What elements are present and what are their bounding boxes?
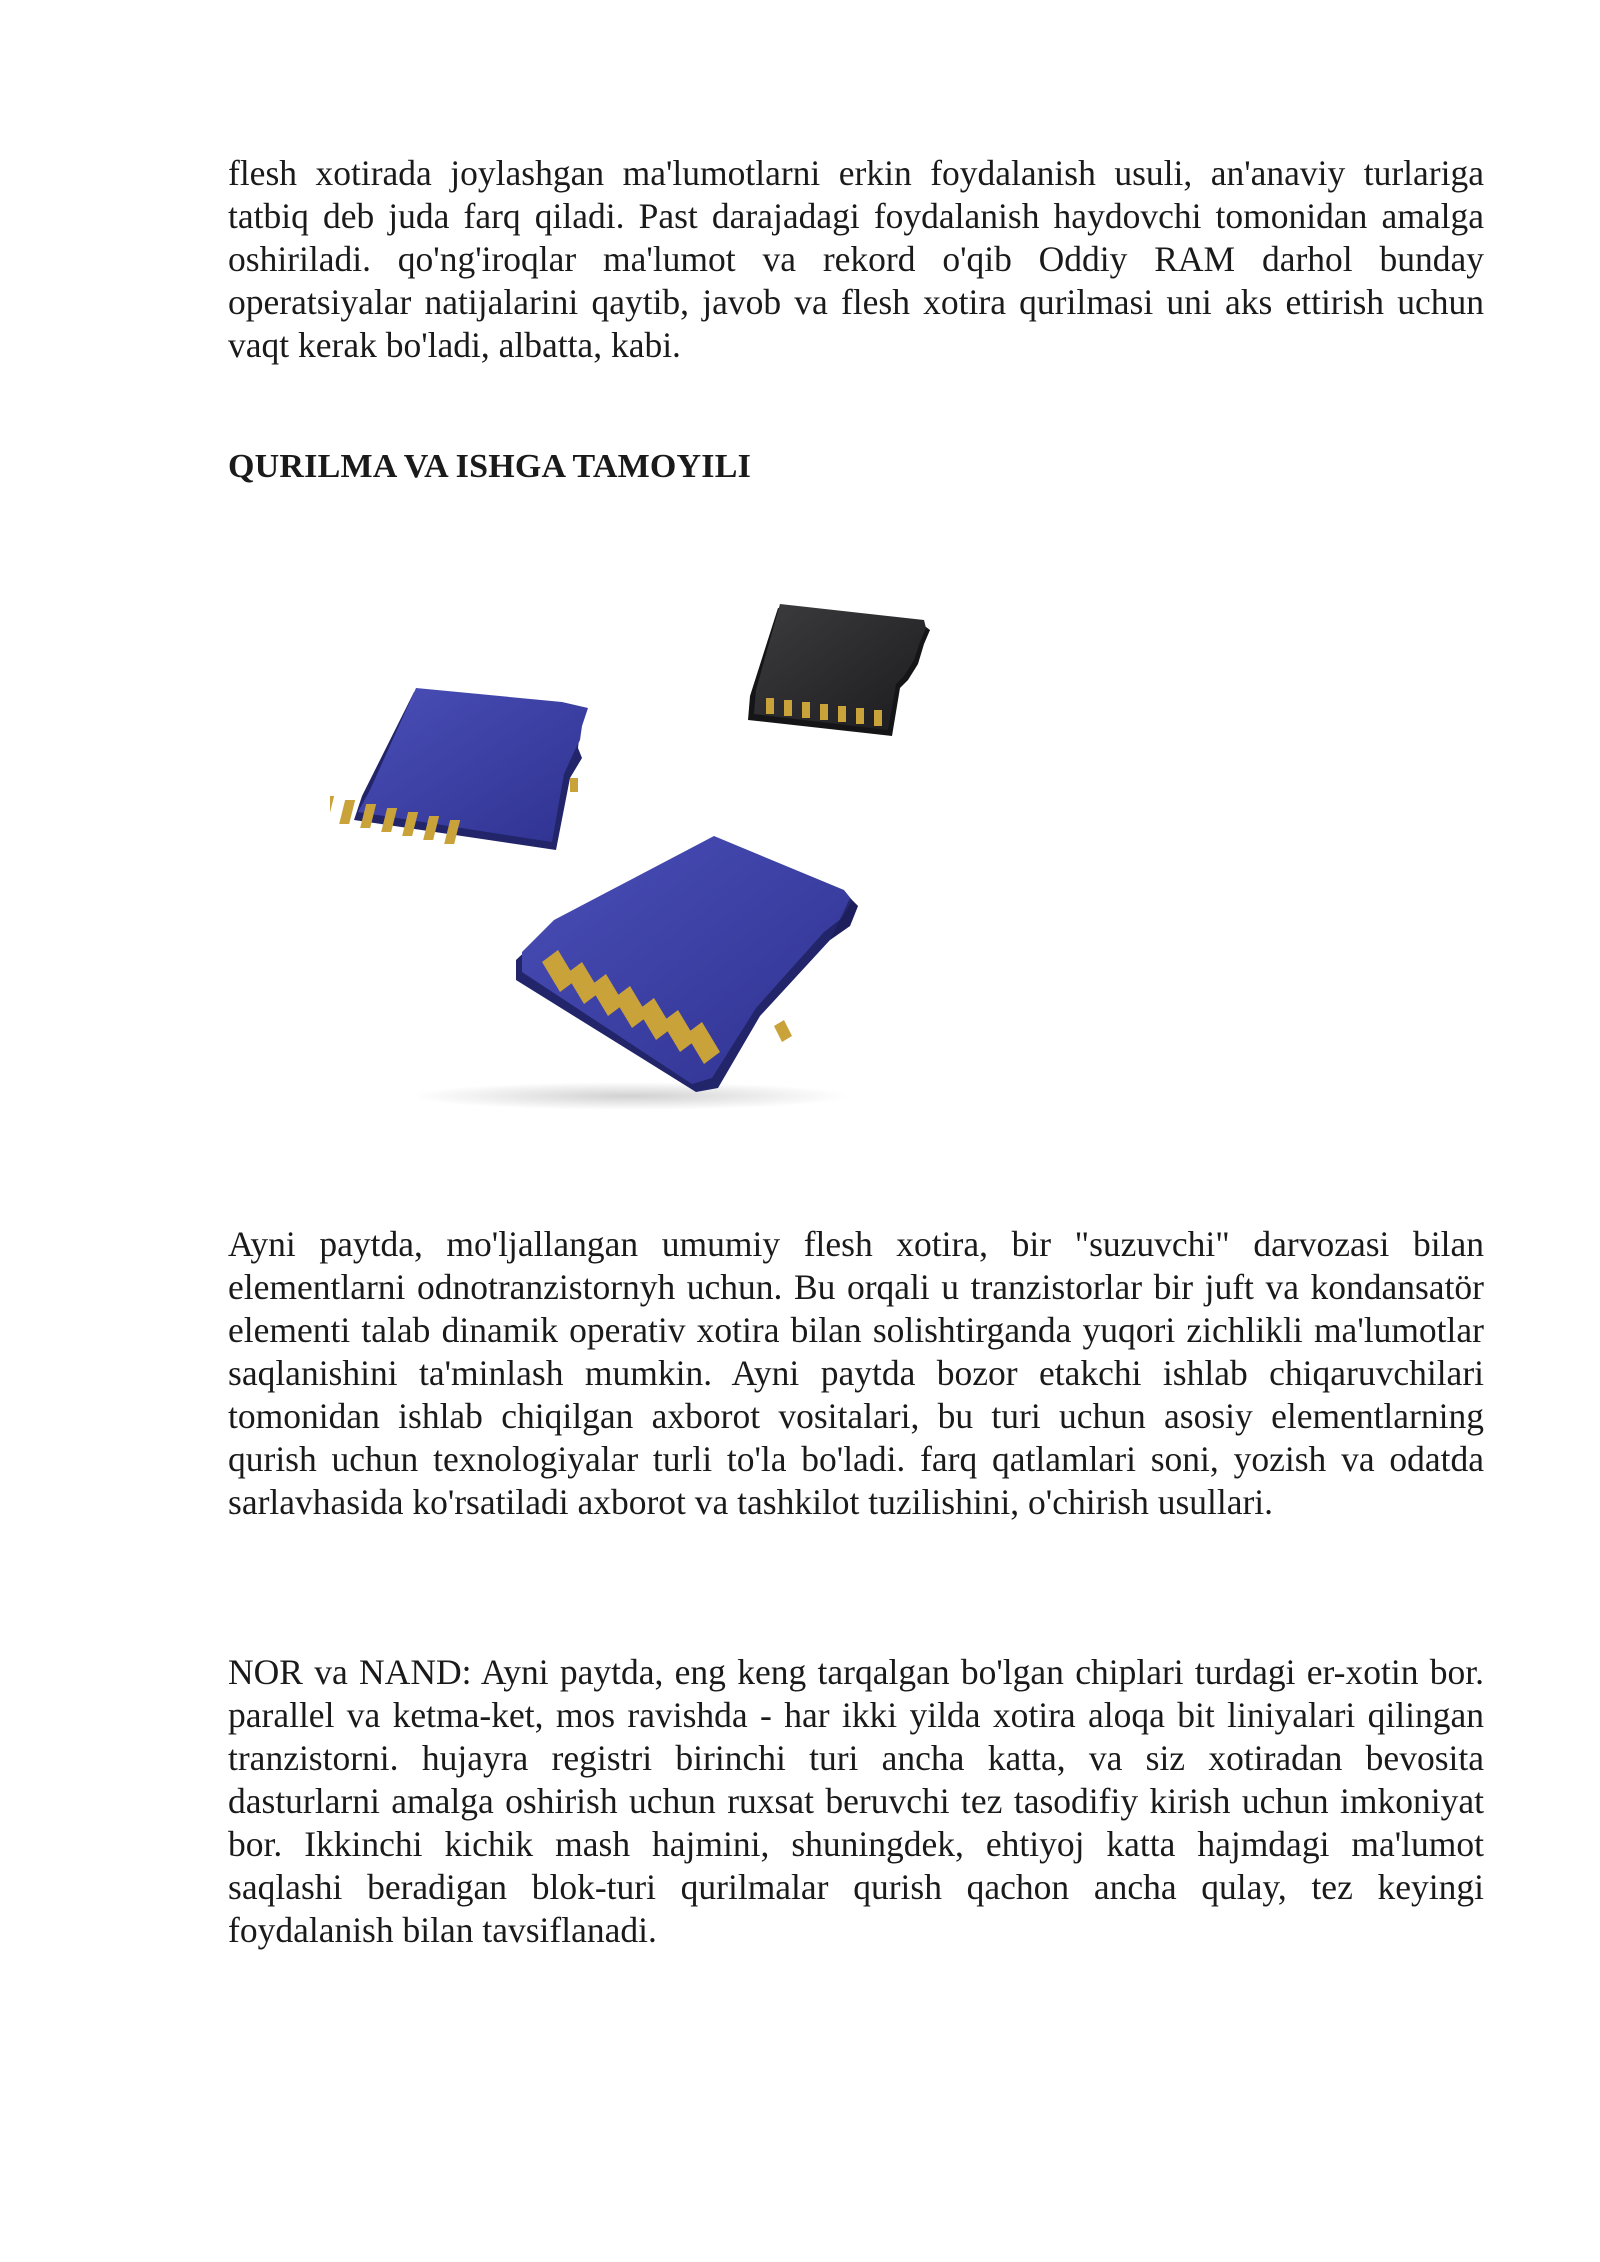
- section-heading: QURILMA VA ISHGA TAMOYILI: [228, 448, 752, 485]
- sd-card-black-right: [748, 604, 930, 736]
- paragraph-nor-nand: NOR va NAND: Ayni paytda, eng keng tarqalgan bo'lgan chiplari turdagi er-xotin bor. parallel va ketma-ket, mos ravishda - har ikki yilda xotira aloqa bit liniyalari qilingan tranzistorni. hujayra registri birinchi turi ancha katta, va siz xotiradan bevosita dasturlarni amalga oshirish uchun ruxsat beruvchi tez tasodifiy kirish uchun imkoniyat bor. Ikkinchi kichik mash hajmini, shuningdek, ehtiyoj katta hajmdagi ma'lumot saqlashi beradigan blok-turi qurilmalar qurish qachon ancha qulay, tez keyingi foydalanish bilan tavsiflanadi.: [228, 1652, 1484, 1950]
- paragraph-floating-gate: Ayni paytda, mo'ljallangan umumiy flesh xotira, bir "suzuvchi" darvozasi bilan elementlarni odnotranzistornyh uchun. Bu orqali u tranzistorlar bir juft va kondansatör elementi talab dinamik operativ xotira bilan solishtirganda yuqori zichlikli ma'lumotlar saqlanishini ta'minlash mumkin. Ayni paytda bozor etakchi ishlab chiqaruvchilari tomonidan ishlab chiqilgan axborot vositalari, bu turi uchun asosiy elementlarning qurish uchun texnologiyalar turli to'la bo'ladi. farq qatlamlari soni, yozish va odatda sarlavhasida ko'rsatiladi axborot va tashkilot tuzilishini, o'chirish usullari.: [228, 1224, 1484, 1522]
- paragraph-intro: flesh xotirada joylashgan ma'lumotlarni erkin foydalanish usuli, an'anaviy turlariga tatbiq deb juda farq qiladi. Past darajadagi foydalanish haydovchi tomonidan amalga oshiriladi. qo'ng'iroqlar ma'lumot va rekord o'qib Oddiy RAM darhol bunday operatsiyalar natijalarini qaytib, javob va flesh xotira qurilmasi uni aks ettirish uchun vaqt kerak bo'ladi, albatta, kabi.: [228, 153, 1484, 365]
- sd-card-blue-bottom: [516, 836, 858, 1092]
- sd-card-blue-left: [330, 688, 588, 850]
- sd-cards-image: [330, 580, 1090, 1120]
